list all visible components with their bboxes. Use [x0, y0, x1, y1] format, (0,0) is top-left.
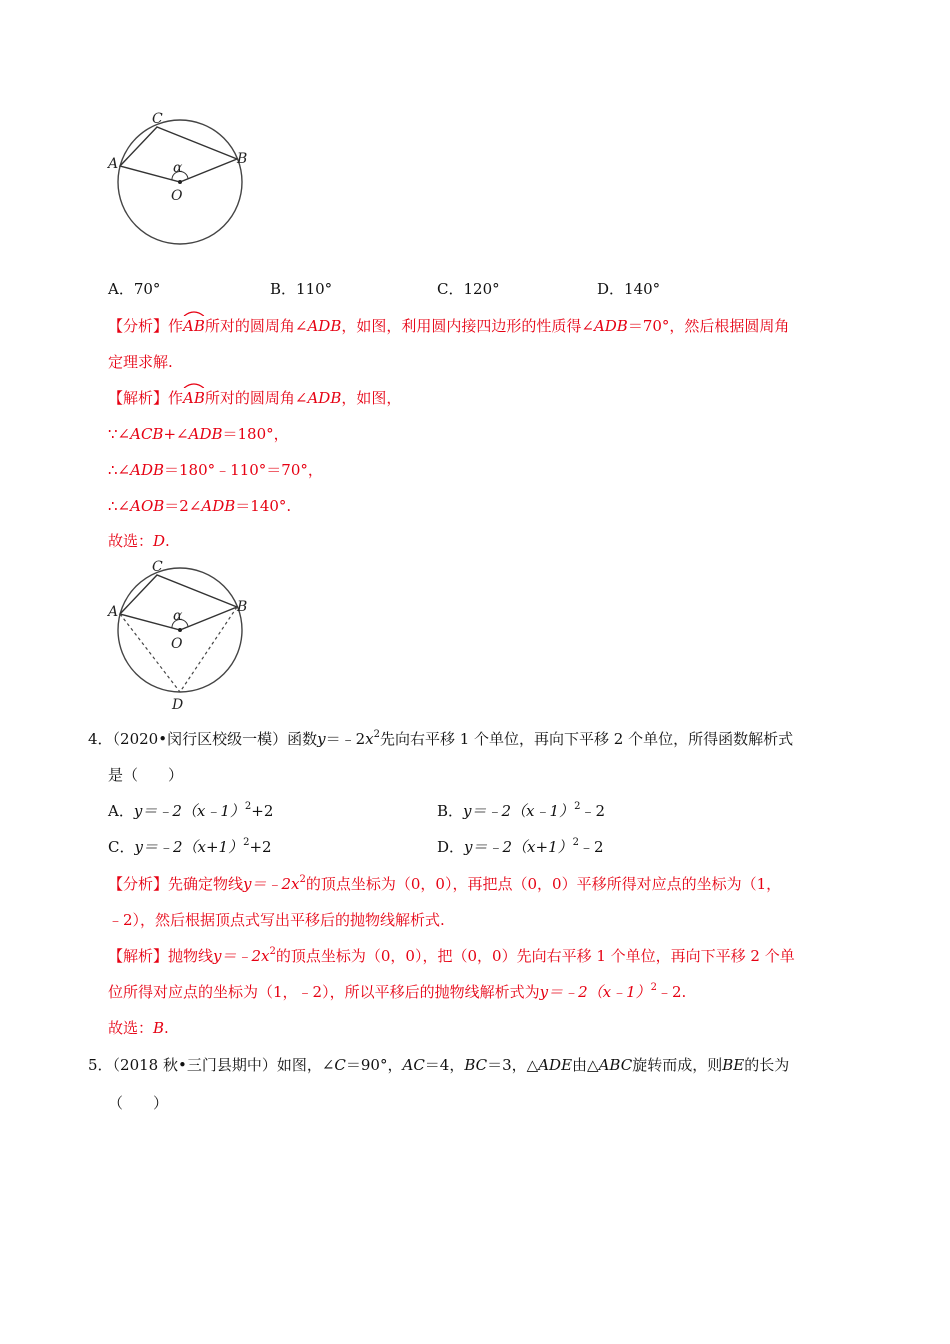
label-b: B: [237, 151, 248, 167]
label-o: O: [171, 188, 183, 204]
q4-question-line1: 4．（2020•闵行区校级一模）函数$y=﹣2x^2$先向右平移 1 个单位，再向下平移 2 个单位，所得函数解析式: [88, 729, 794, 748]
center-dot: [178, 628, 182, 632]
q3-solution-line4: ∴∠AOB＝2∠ADB＝140°.: [108, 497, 292, 515]
dashed-ad: [120, 614, 180, 692]
label-a: A: [108, 156, 119, 172]
q4-option-d: D．$y=﹣2(x+1)^2﹣2$: [437, 837, 604, 856]
q3-solution-line1: 【解析】作 AB所对的圆周角∠ADB，如图，: [108, 387, 401, 409]
option-a: A．70°: [108, 280, 161, 298]
label-c: C: [152, 559, 163, 575]
q4-answer: 故选：B.: [108, 1019, 169, 1037]
center-dot: [178, 180, 182, 184]
figure-circle-2: [100, 555, 260, 715]
q3-solution-line3: ∴∠ADB＝180°﹣110°＝70°，: [108, 461, 323, 479]
q3-analysis-line2: 定理求解.: [108, 353, 173, 371]
option-d: D．140°: [597, 280, 661, 298]
q3-solution-line2: ∵∠ACB+∠ADB＝180°，: [108, 425, 289, 443]
dashed-bd: [180, 607, 237, 692]
q3-analysis-line1: 【分析】作 AB所对的圆周角∠ADB，如图，利用圆内接四边形的性质得∠ADB＝70°，然后根据圆周角: [108, 315, 789, 337]
figure-circle-1: [100, 105, 260, 255]
q4-option-c: C．$y=﹣2(x+1)^2+2$: [108, 837, 272, 856]
option-c: C．120°: [437, 280, 500, 298]
label-alpha: α: [173, 608, 183, 624]
label-alpha: α: [173, 160, 183, 176]
q5-question-line1: 5．（2018 秋•三门县期中）如图，∠C＝90°，AC＝4，BC＝3，△ADE由△ABC旋转而成，则BE的长为: [88, 1056, 790, 1074]
q4-analysis-line2: ﹣2），然后根据顶点式写出平移后的抛物线解析式.: [108, 911, 445, 929]
q4-option-a: A．y＝﹣2（x﹣1）$^2$+2: [108, 801, 274, 820]
q4-option-b: B．y＝﹣2（x﹣1）$^2$﹣2: [437, 801, 605, 820]
label-a: A: [108, 604, 119, 620]
q4-question-line2: 是（ ）: [108, 766, 184, 784]
q4-solution-line1: 【解析】抛物线$y=﹣2x^2$的顶点坐标为（0，0），把（0，0）先向右平移 1 个单位，再向下平移 2 个单: [108, 946, 795, 965]
label-c: C: [152, 111, 163, 127]
q5-question-line2: （ ）: [108, 1094, 169, 1112]
option-b: B．110°: [270, 280, 333, 298]
label-o: O: [171, 636, 183, 652]
q4-solution-line2: 位所得对应点的坐标为（1，﹣2），所以平移后的抛物线解析式为y＝﹣2（x﹣1）$^2$﹣2.: [108, 982, 687, 1001]
q4-analysis-line1: 【分析】先确定物线$y=﹣2x^2$的顶点坐标为（0，0），再把点（0，0）平移所得对应点的坐标为（1，: [108, 874, 782, 893]
label-b: B: [237, 599, 248, 615]
q3-answer: 故选：D.: [108, 532, 170, 550]
label-d: D: [172, 697, 184, 713]
